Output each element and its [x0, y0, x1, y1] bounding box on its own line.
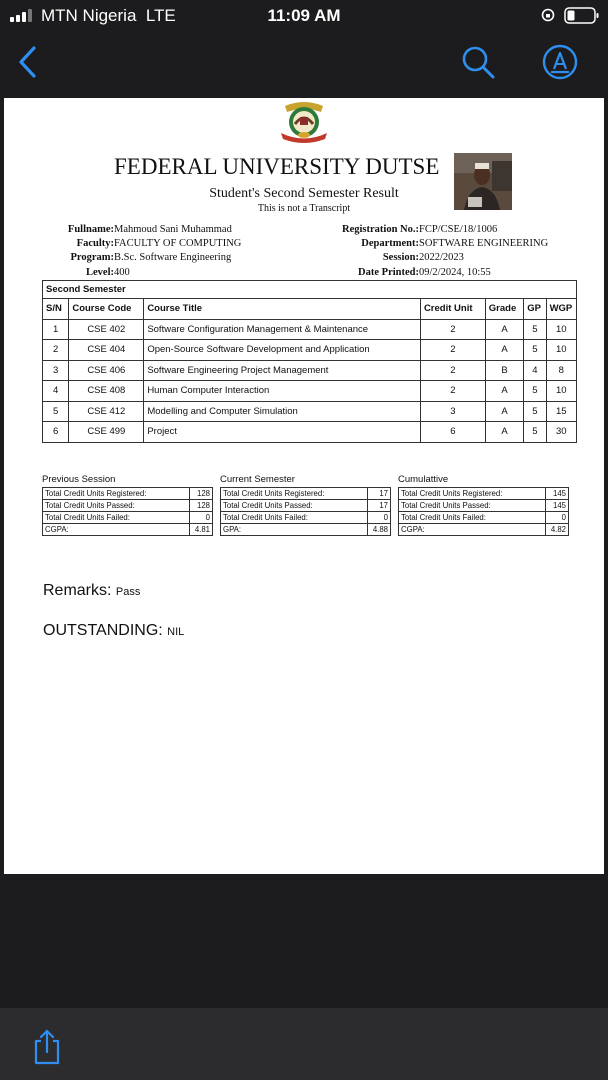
summary-value: 0 [546, 512, 569, 524]
date-printed-value: 09/2/2024, 10:55 [419, 266, 491, 278]
back-button[interactable] [14, 45, 42, 79]
summary-value: 128 [190, 488, 213, 500]
bottom-toolbar [0, 1008, 608, 1080]
semester-label: Second Semester [43, 281, 577, 299]
cell-code: CSE 499 [69, 422, 144, 443]
summary-value: 17 [368, 500, 391, 512]
cell-wgp: 10 [546, 340, 576, 361]
student-info-left [43, 223, 241, 280]
carrier-label: MTN Nigeria LTE [41, 6, 176, 25]
remarks-label: Remarks: [43, 582, 112, 599]
col-sn-header: S/N [43, 299, 69, 320]
table-row [43, 381, 577, 402]
summary-value: 145 [546, 500, 569, 512]
session-value: 2022/2023 [419, 252, 464, 264]
cell-unit: 2 [420, 340, 485, 361]
col-code-header: Course Code [69, 299, 144, 320]
cell-grade: A [485, 401, 524, 422]
summary-value: 145 [546, 488, 569, 500]
col-wgp-header: WGP [546, 299, 576, 320]
summary-value: 0 [190, 512, 213, 524]
clock: 11:09 AM [267, 6, 341, 25]
university-crest [277, 100, 331, 144]
summary-label: Total Credit Units Registered: [399, 488, 546, 500]
cell-code: CSE 402 [69, 319, 144, 340]
current-semester-summary [220, 474, 391, 536]
level-label: Level: [86, 266, 114, 278]
table-row [43, 340, 577, 361]
session-label: Session: [382, 252, 419, 264]
summary-label: Total Credit Units Passed: [221, 500, 368, 512]
faculty-value: FACULTY OF COMPUTING [114, 238, 242, 250]
cell-code: CSE 404 [69, 340, 144, 361]
remarks-value: Pass [115, 586, 141, 598]
document-note: This is not a Transcript [257, 203, 351, 214]
summary-value: 4.88 [368, 524, 391, 536]
cell-gp: 5 [524, 340, 546, 361]
orientation-lock-icon [541, 8, 555, 22]
share-button[interactable] [30, 1028, 64, 1066]
cell-sn: 4 [43, 381, 69, 402]
fullname-value: Mahmoud Sani Muhammad [114, 224, 232, 235]
summary-label: Total Credit Units Registered: [221, 488, 368, 500]
outstanding-label: OUTSTANDING: [43, 622, 163, 639]
summary-label: Total Credit Units Passed: [43, 500, 190, 512]
cell-code: CSE 408 [69, 381, 144, 402]
cell-unit: 2 [420, 381, 485, 402]
summary-label: Total Credit Units Failed: [399, 512, 546, 524]
summary-label: Total Credit Units Failed: [43, 512, 190, 524]
cell-sn: 2 [43, 340, 69, 361]
col-title-header: Course Title [144, 299, 421, 320]
summary-label: Total Credit Units Registered: [43, 488, 190, 500]
nav-bar [0, 32, 608, 96]
cell-gp: 5 [524, 381, 546, 402]
table-row [43, 319, 577, 340]
summary-title: Previous Session [42, 474, 116, 485]
summary-title: Cumulattive [398, 474, 449, 485]
program-label: Program: [70, 252, 114, 264]
cell-title: Project [144, 422, 421, 443]
cell-grade: B [485, 360, 524, 381]
cell-wgp: 10 [546, 319, 576, 340]
col-unit-header: Credit Unit [420, 299, 485, 320]
share-icon [30, 1028, 64, 1066]
cell-title: Software Configuration Management & Maintenance [144, 319, 421, 340]
chevron-left-icon [14, 45, 42, 79]
summary-label: GPA: [221, 524, 368, 536]
cell-sn: 1 [43, 319, 69, 340]
summary-label: CGPA: [43, 524, 190, 536]
cell-gp: 5 [524, 422, 546, 443]
department-value: SOFTWARE ENGINEERING [419, 238, 549, 250]
summary-value: 17 [368, 488, 391, 500]
cell-gp: 5 [524, 401, 546, 422]
cell-unit: 3 [420, 401, 485, 422]
level-value: 400 [114, 266, 130, 278]
table-header-row [43, 299, 577, 320]
date-printed-label: Date Printed: [358, 266, 419, 278]
faculty-label: Faculty: [76, 238, 114, 250]
cell-gp: 5 [524, 319, 546, 340]
department-label: Department: [361, 238, 419, 250]
cell-unit: 6 [420, 422, 485, 443]
status-bar [0, 0, 608, 32]
summary-label: CGPA: [399, 524, 546, 536]
table-row [43, 401, 577, 422]
table-row [43, 422, 577, 443]
cell-grade: A [485, 422, 524, 443]
previous-session-summary [42, 474, 213, 536]
cell-grade: A [485, 340, 524, 361]
cell-grade: A [485, 381, 524, 402]
cell-wgp: 30 [546, 422, 576, 443]
table-row [43, 360, 577, 381]
outstanding [43, 622, 184, 640]
cell-sn: 6 [43, 422, 69, 443]
document-subtitle: Student's Second Semester Result [209, 186, 399, 201]
summary-label: Total Credit Units Failed: [221, 512, 368, 524]
remarks [43, 582, 140, 600]
regno-value: FCP/CSE/18/1006 [419, 224, 498, 235]
cell-title: Modelling and Computer Simulation [144, 401, 421, 422]
cell-wgp: 8 [546, 360, 576, 381]
summary-value: 4.82 [546, 524, 569, 536]
cell-sn: 5 [43, 401, 69, 422]
cell-sn: 3 [43, 360, 69, 381]
cell-code: CSE 412 [69, 401, 144, 422]
cell-wgp: 10 [546, 381, 576, 402]
program-value: B.Sc. Software Engineering [114, 252, 232, 264]
cell-code: CSE 406 [69, 360, 144, 381]
fullname-label: Fullname: [67, 224, 114, 235]
outstanding-value: NIL [167, 626, 185, 638]
cell-wgp: 15 [546, 401, 576, 422]
cumulative-summary [398, 474, 569, 536]
col-gp-header: GP [524, 299, 546, 320]
search-icon [460, 44, 496, 80]
semester-row [43, 281, 577, 299]
cell-unit: 2 [420, 319, 485, 340]
col-grade-header: Grade [485, 299, 524, 320]
cell-unit: 2 [420, 360, 485, 381]
markup-pen-icon [541, 43, 579, 81]
cell-title: Open-Source Software Development and Application [144, 340, 421, 361]
student-info-right [322, 223, 548, 280]
summary-title: Current Semester [220, 474, 295, 485]
cell-grade: A [485, 319, 524, 340]
markup-button[interactable] [541, 43, 579, 81]
summary-value: 0 [368, 512, 391, 524]
summary-label: Total Credit Units Passed: [399, 500, 546, 512]
course-results-table [42, 280, 577, 443]
university-name: FEDERAL UNIVERSITY DUTSE [114, 154, 440, 179]
summary-value: 4.81 [190, 524, 213, 536]
document-page [4, 98, 604, 874]
network-type: LTE [145, 6, 176, 25]
cell-title: Human Computer Interaction [144, 381, 421, 402]
regno-label: Registration No.: [342, 224, 419, 235]
battery-icon [564, 7, 600, 24]
cell-gp: 4 [524, 360, 546, 381]
summary-value: 128 [190, 500, 213, 512]
cell-title: Software Engineering Project Management [144, 360, 421, 381]
search-button[interactable] [460, 44, 496, 80]
